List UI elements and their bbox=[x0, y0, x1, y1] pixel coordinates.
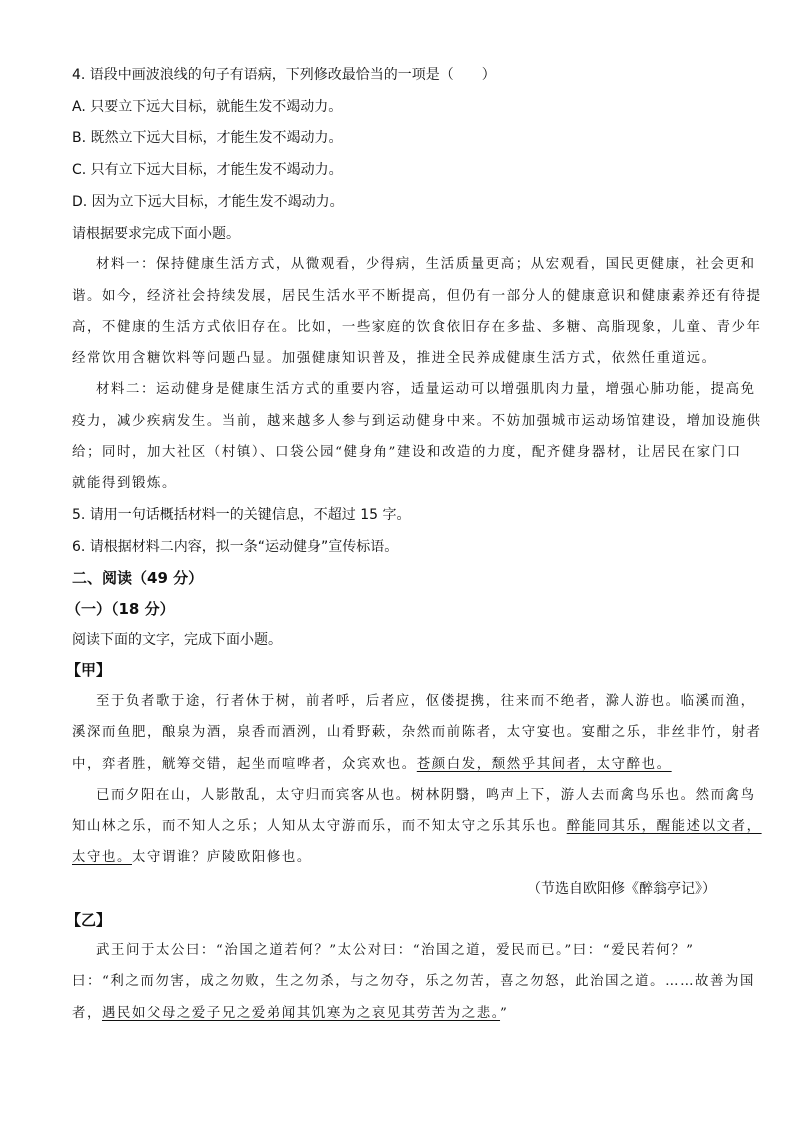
source-citation: （节选自欧阳修《醉翁亭记》） bbox=[527, 881, 716, 897]
jia-line bbox=[72, 755, 672, 775]
option-c: C. 只有立下远大目标，才能生发不竭动力。 bbox=[72, 162, 343, 178]
jia-line: 已而夕阳在山，人影散乱，太守归而宾客从也。树林阴翳，鸣声上下，游人去而禽鸟乐也。然而禽鸟 bbox=[96, 788, 756, 803]
underlined-sentence: 苍颜白发，颓然乎其间者，太守醉也。 bbox=[416, 757, 672, 772]
jia-line bbox=[72, 848, 312, 868]
option-a: A. 只要立下远大目标，就能生发不竭动力。 bbox=[72, 99, 343, 115]
material-2-line: 材料二：运动健身是健康生活方式的重要内容，适量运动可以增强肌肉力量，增强心肺功能，提高免 bbox=[96, 382, 756, 397]
part-heading: （一）（18 分） bbox=[66, 600, 175, 618]
material-1-line: 高，不健康的生活方式依旧存在。比如，一些家庭的饮食依旧存在多盐、多糖、高脂现象，儿童、青少年 bbox=[72, 320, 762, 335]
option-d: D. 因为立下远大目标，才能生发不竭动力。 bbox=[72, 194, 344, 210]
material-1-line: 经常饮用含糖饮料等问题凸显。加强健康知识普及，推进全民养成健康生活方式，依然任重道远。 bbox=[72, 351, 717, 366]
yi-line: 曰：“利之而勿害，成之勿败，生之勿杀，与之勿夺，乐之勿苦，喜之勿怒，此治国之道。……故善为国 bbox=[72, 974, 756, 989]
instruction-text: 阅读下面的文字，完成下面小题。 bbox=[72, 632, 282, 648]
option-b: B. 既然立下远大目标，才能生发不竭动力。 bbox=[72, 130, 343, 146]
underlined-sentence: 太守也。 bbox=[72, 850, 132, 865]
yi-text: ” bbox=[500, 1006, 509, 1021]
jia-text: 太守谓谁？庐陵欧阳修也。 bbox=[131, 850, 312, 865]
instruction-text: 请根据要求完成下面小题。 bbox=[72, 226, 240, 242]
yi-line: 武王问于太公曰：“治国之道若何？”太公对曰：“治国之道，爱民而已。”曰：“爱民若何？” bbox=[96, 943, 695, 958]
question-5: 5. 请用一句话概括材料一的关键信息，不超过 15 字。 bbox=[72, 507, 411, 523]
jia-line bbox=[72, 817, 762, 837]
material-1-line: 谐。如今，经济社会持续发展，居民生活水平不断提高，但仍有一部分人的健康意识和健康素养还有待提 bbox=[72, 289, 762, 304]
material-1-line: 材料一：保持健康生活方式，从微观看，少得病，生活质量更高；从宏观看，国民更健康，社会更和 bbox=[96, 257, 756, 272]
jia-label: 【甲】 bbox=[66, 661, 112, 679]
material-2-line: 疫力，减少疾病发生。当前，越来越多人参与到运动健身中来。不妨加强城市运动场馆建设，增加设施供 bbox=[72, 414, 762, 429]
yi-text: 者， bbox=[72, 1006, 102, 1021]
material-2-line: 就能得到锻炼。 bbox=[72, 476, 177, 491]
question-6: 6. 请根据材料二内容，拟一条“运动健身”宣传标语。 bbox=[72, 539, 399, 555]
jia-text: 知山林之乐，而不知人之乐；人知从太守游而乐，而不知太守之乐其乐也。 bbox=[72, 819, 567, 834]
yi-line bbox=[72, 1004, 508, 1024]
underlined-sentence: 醉能同其乐，醒能述以文者， bbox=[566, 819, 762, 834]
question-4-stem: 4. 语段中画波浪线的句子有语病，下列修改最恰当的一项是（ ） bbox=[72, 67, 496, 83]
yi-label: 【乙】 bbox=[66, 911, 112, 929]
jia-line: 溪深而鱼肥，酿泉为酒，泉香而酒洌，山肴野蔌，杂然而前陈者，太守宴也。宴酣之乐，非丝非竹，射者 bbox=[72, 725, 762, 740]
jia-text: 中，弈者胜，觥筹交错，起坐而喧哗者，众宾欢也。 bbox=[72, 757, 417, 772]
jia-line: 至于负者歌于途，行者休于树，前者呼，后者应，伛偻提携，往来而不绝者，滁人游也。临溪而渔， bbox=[96, 694, 756, 709]
section-heading: 二、阅读（49 分） bbox=[72, 569, 204, 587]
underlined-sentence: 遇民如父母之爱子兄之爱弟闻其饥寒为之哀见其劳苦为之悲。 bbox=[101, 1006, 501, 1021]
material-2-line: 给；同时，加大社区（村镇）、口袋公园“健身角”建设和改造的力度，配齐健身器材，让居民在家门口 bbox=[72, 445, 742, 460]
